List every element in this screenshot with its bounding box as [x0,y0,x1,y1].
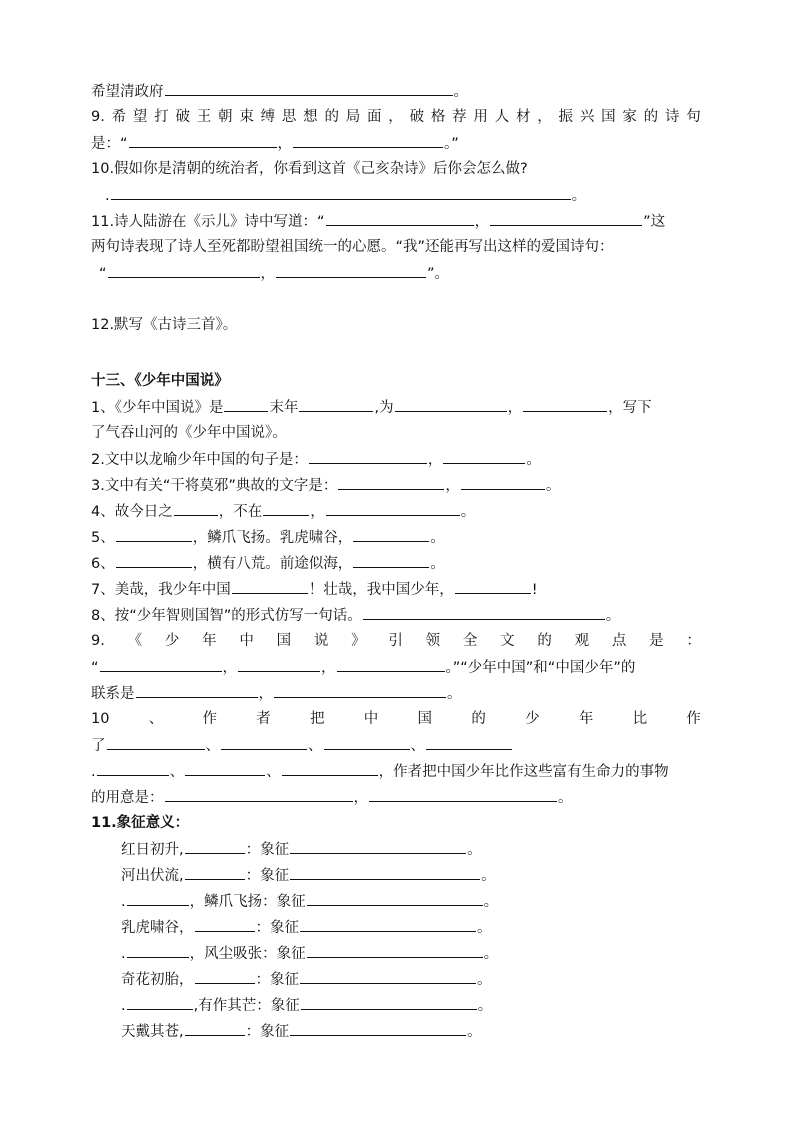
answer-blank[interactable] [195,966,255,984]
s5: 5、 ，鳞爪飞扬。乳虎啸谷， 。 [91,524,701,550]
answer-blank[interactable] [224,394,268,412]
answer-blank[interactable] [232,576,308,594]
answer-blank[interactable] [300,914,476,932]
answer-blank[interactable] [136,680,258,698]
worksheet-page [91,78,701,1044]
q9-line1: 9. 希 望 打 破 王 朝 束 缚 思 想 的 局 面 ， 破 格 荐 用 人 材 ， 振 兴 国 家 的 诗 句 [91,109,701,125]
answer-blank[interactable] [353,524,429,542]
answer-blank[interactable] [290,1018,466,1036]
answer-blank[interactable] [324,732,410,750]
symbol-row: 河出伏流, ：象征 。 [91,862,701,888]
answer-blank[interactable] [282,758,378,776]
answer-blank[interactable] [293,130,443,148]
answer-blank[interactable] [107,732,205,750]
answer-blank[interactable] [353,550,429,568]
s1-line2: 了气吞山河的《少年中国说》。 [91,425,287,441]
answer-blank[interactable] [185,758,265,776]
answer-blank[interactable] [301,992,477,1010]
answer-blank[interactable] [309,446,427,464]
s4: 4、故今日之 ，不在 ， 。 [91,498,701,524]
s10-line2: 了 、 、 、 [91,732,701,758]
answer-blank[interactable] [100,654,222,672]
answer-blank[interactable] [97,758,169,776]
answer-blank[interactable] [326,208,474,226]
answer-blank[interactable] [185,836,245,854]
section-title: 十三、《少年中国说》 [91,373,229,389]
answer-blank[interactable] [276,260,426,278]
symbol-row: 天戴其苍, ：象征 。 [91,1018,701,1044]
answer-blank[interactable] [490,208,642,226]
s3: 3.文中有关“干将莫邪”典故的文字是： ， 。 [91,472,701,498]
answer-blank[interactable] [127,888,189,906]
s10-line1: 10 、 作 者 把 中 国 的 少 年 比 作 [91,711,701,727]
answer-blank[interactable] [337,654,445,672]
q8-continuation: 希望清政府 。 [91,78,701,104]
q9-line2: 是：“ ， 。” [91,130,701,156]
s2: 2.文中以龙喻少年中国的句子是： ， 。 [91,446,701,472]
answer-blank[interactable] [165,784,353,802]
answer-blank[interactable] [290,862,480,880]
answer-blank[interactable] [307,940,483,958]
s1-line1: 1、《少年中国说》是 末年 ,为 ， ，写下 [91,394,701,420]
answer-blank[interactable] [127,992,193,1010]
answer-blank[interactable] [116,550,192,568]
symbol-row: 红日初升, ：象征 。 [91,836,701,862]
answer-blank[interactable] [111,182,571,200]
answer-blank[interactable] [369,784,557,802]
answer-blank[interactable] [338,472,444,490]
q11-line1: 11.诗人陆游在《示儿》诗中写道：“ ， ”这 [91,208,701,234]
answer-blank[interactable] [299,394,373,412]
answer-blank[interactable] [461,472,545,490]
s9-line2: “ ， ， 。”“少年中国”和“中国少年”的 [91,654,701,680]
answer-blank[interactable] [274,680,446,698]
answer-blank[interactable] [443,446,525,464]
answer-blank[interactable] [174,498,218,516]
q10-answer-line: . 。 [91,182,701,208]
answer-blank[interactable] [129,130,277,148]
answer-blank[interactable] [426,732,512,750]
symbol-row: 奇花初胎， ：象征 。 [91,966,701,992]
symbol-row: 乳虎啸谷， ：象征 。 [91,914,701,940]
answer-blank[interactable] [395,394,507,412]
s11-title: 11.象征意义： [91,815,190,831]
answer-blank[interactable] [165,78,453,96]
answer-blank[interactable] [127,940,189,958]
q11-line3: “ ， ”。 [91,260,701,286]
answer-blank[interactable] [455,576,531,594]
answer-blank[interactable] [195,914,255,932]
q12: 12.默写《古诗三首》。 [91,317,238,333]
s10-line4: 的用意是： ， 。 [91,784,701,810]
answer-blank[interactable] [238,654,320,672]
s9-line1: 9. 《 少 年 中 国 说 》 引 领 全 文 的 观 点 是 ： [91,633,701,649]
s7: 7、美哉，我少年中国 ！壮哉，我中国少年， ! [91,576,701,602]
answer-blank[interactable] [108,260,260,278]
answer-blank[interactable] [263,498,309,516]
s10-line3: . 、 、 ，作者把中国少年比作这些富有生命力的事物 [91,758,701,784]
answer-blank[interactable] [307,888,483,906]
symbol-row: . ，风尘吸张：象征 。 [91,940,701,966]
q10-question: 10.假如你是清朝的统治者，你看到这首《己亥杂诗》后你会怎么做? [91,161,528,177]
s9-line3: 联系是 ， 。 [91,680,701,706]
symbol-row: . ,有作其芒：象征 。 [91,992,701,1018]
q11-line2: 两句诗表现了诗人至死都盼望祖国统一的心愿。“我”还能再写出这样的爱国诗句： [91,239,614,255]
answer-blank[interactable] [185,1018,245,1036]
answer-blank[interactable] [300,966,476,984]
answer-blank[interactable] [221,732,307,750]
answer-blank[interactable] [363,602,605,620]
s8: 8、按“少年智则国智”的形式仿写一句话。 。 [91,602,701,628]
symbol-row: . ，鳞爪飞扬：象征 。 [91,888,701,914]
s6: 6、 ，横有八荒。前途似海， 。 [91,550,701,576]
answer-blank[interactable] [290,836,466,854]
answer-blank[interactable] [185,862,245,880]
answer-blank[interactable] [523,394,607,412]
answer-blank[interactable] [116,524,192,542]
answer-blank[interactable] [326,498,460,516]
